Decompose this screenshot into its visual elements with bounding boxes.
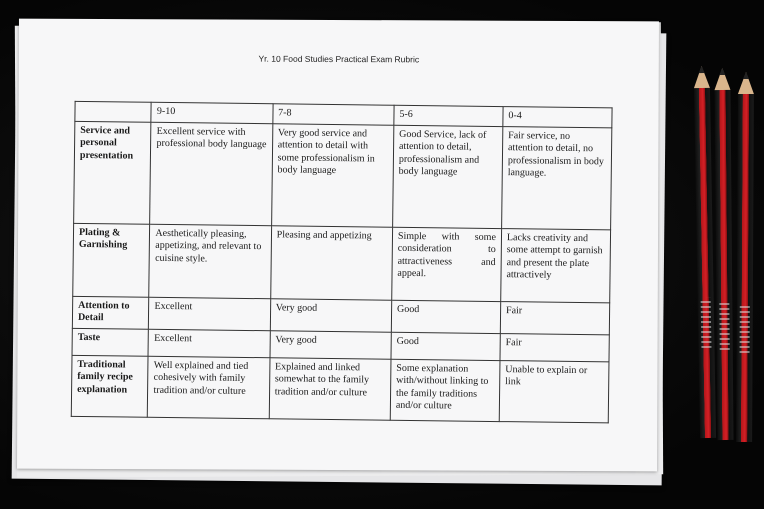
rubric-cell: Fair service, no attention to detail, no professionalism in body language. bbox=[502, 126, 612, 229]
pencil bbox=[714, 90, 733, 440]
pencil bbox=[736, 94, 754, 442]
rubric-table bbox=[71, 101, 613, 423]
table-row bbox=[73, 223, 611, 303]
rubric-cell: Good bbox=[391, 300, 500, 333]
criterion-cell: Taste bbox=[72, 328, 149, 356]
pencil-lead bbox=[719, 68, 725, 75]
rubric-cell: Unable to explain or link bbox=[499, 360, 609, 422]
rubric-cell: Excellent bbox=[148, 329, 270, 357]
rubric-cell: Very good bbox=[270, 330, 392, 358]
rubric-cell: Well explained and tied cohesively with family tradition and/or culture bbox=[148, 356, 270, 418]
rubric-cell: Aesthetically pleasing, appetizing, and relevant to cuisine style. bbox=[149, 224, 271, 298]
header-criterion bbox=[75, 101, 152, 121]
pencil-lead bbox=[743, 72, 749, 79]
criterion-cell: Attention to Detail bbox=[72, 296, 149, 329]
header-5-6: 5-6 bbox=[394, 105, 503, 126]
rubric-cell: Good Service, lack of attention to detail, professionalism and body language bbox=[393, 125, 503, 228]
rubric-cell: Excellent bbox=[149, 297, 271, 330]
rubric-title: Yr. 10 Food Studies Practical Exam Rubric bbox=[258, 53, 420, 65]
criterion-cell: Service and personal presentation bbox=[74, 121, 152, 224]
table-row bbox=[71, 355, 609, 423]
pencil-brand-print bbox=[740, 303, 750, 353]
header-7-8: 7-8 bbox=[273, 104, 394, 125]
table-row bbox=[74, 121, 612, 230]
rubric-cell: Good bbox=[391, 332, 500, 360]
pencil-lead bbox=[699, 66, 705, 73]
rubric-cell: Some explanation with/without linking to the family traditions and/or culture bbox=[390, 359, 500, 421]
rubric-cell: Lacks creativity and some attempt to garnish and present the plate attractively bbox=[501, 228, 611, 302]
rubric-cell: Very good bbox=[270, 298, 392, 331]
header-0-4: 0-4 bbox=[503, 107, 612, 128]
header-9-10: 9-10 bbox=[151, 102, 272, 123]
criterion-cell: Traditional family recipe explanation bbox=[71, 355, 148, 417]
pencil-brand-print bbox=[719, 300, 729, 350]
rubric-cell: Very good service and attention to detail with some professionalism in body language bbox=[271, 123, 393, 226]
rubric-paper bbox=[17, 19, 659, 472]
rubric-cell: Fair bbox=[500, 333, 609, 361]
pencil-brand-print bbox=[701, 298, 712, 348]
rubric-cell: Pleasing and appetizing bbox=[270, 225, 392, 299]
criterion-cell: Plating & Garnishing bbox=[73, 223, 150, 297]
rubric-cell: Explained and linked somewhat to the family tradition and/or culture bbox=[269, 357, 391, 419]
rubric-cell: Excellent service with professional body language bbox=[150, 122, 272, 225]
rubric-cell: Simple with some consideration to attractiveness and appeal. bbox=[392, 227, 502, 301]
rubric-cell: Fair bbox=[500, 301, 609, 334]
